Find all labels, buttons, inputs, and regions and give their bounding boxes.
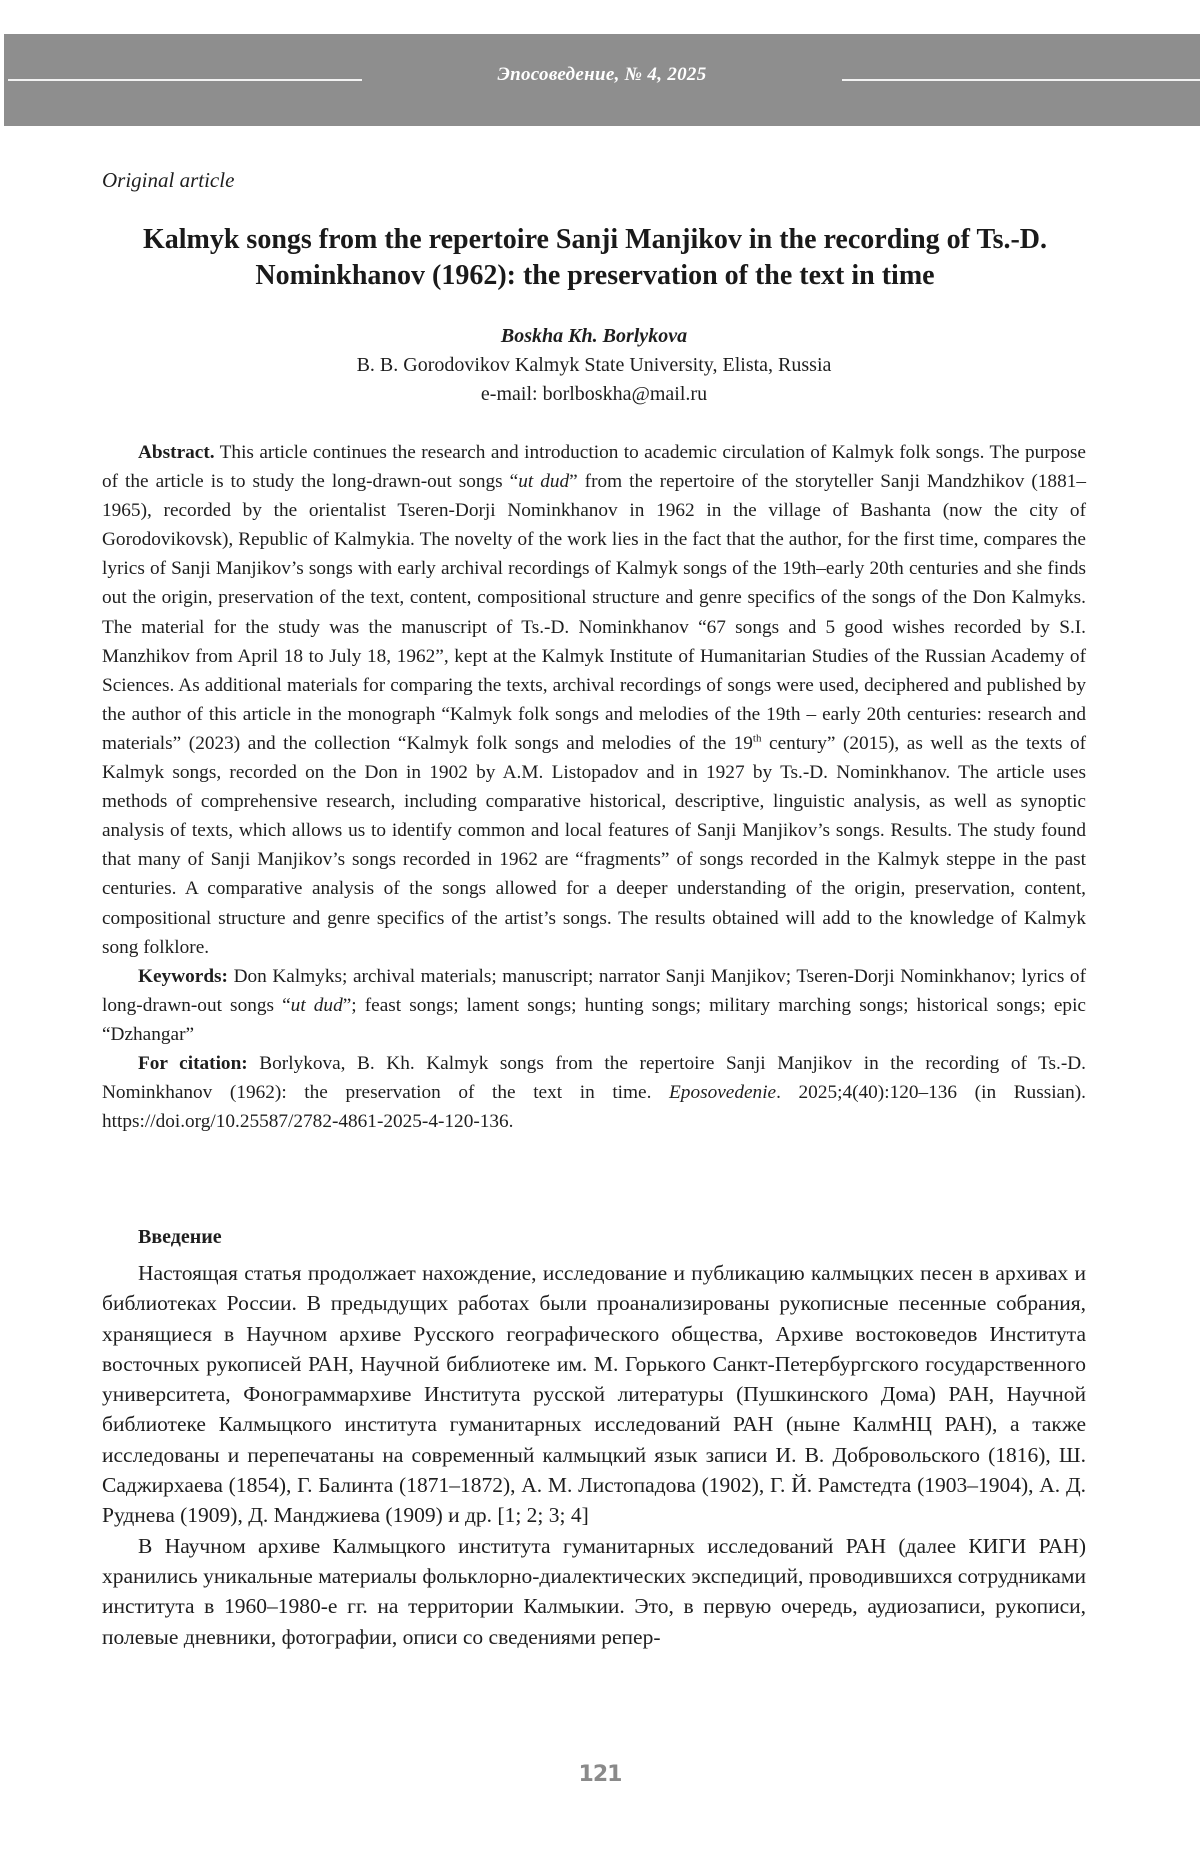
citation-paragraph — [102, 1049, 1086, 1136]
keywords-text-part: ”; feast songs; lament songs; hunting songs; military marching songs; historical songs; epic “Dzhangar” — [102, 994, 1086, 1045]
keywords-italic-term: ut dud — [290, 994, 343, 1016]
keywords-paragraph — [102, 962, 1086, 1049]
keywords-label: Keywords: — [138, 965, 228, 987]
citation-journal-name: Eposovedenie — [669, 1082, 777, 1104]
body-paragraph: Настоящая статья продолжает нахождение, исследование и публикацию калмыцких песен в архивах и библиотеках России. В предыдущих работах были проанализированы рукописные песенные собрания, хранящиеся в Научном архиве Русского географического общества, Архиве востоковедов Института восточных рукописей РАН, Научной библиотеке им. М. Горького Санкт-Петербургского государственного университета, Фонограммархиве Института русской литературы (Пушкинского Дома) РАН, Научной библиотеке Калмыцкого института гуманитарных исследований РАН (ныне КалмНЦ РАН), а также исследованы и перепечатаны на современный калмыцкий язык записи И. В. Добровольского (1816), Ш. Саджирхаева (1854), Г. Балинта (1871–1872), А. М. Листопадова (1902), Г. Й. Рамстедта (1903–1904), А. Д. Руднева (1909), Д. Манджиева (1909) и др. [1; 2; 3; 4] — [102, 1261, 1086, 1528]
abstract-text-part: This article continues the research and introduction to academic circulation of Kalmyk folk songs. The purpose of the article is to study the long-drawn-out songs “ — [102, 442, 1086, 493]
citation-text-part: Borlykova, B. Kh. Kalmyk songs from the repertoire Sanji Manjikov in the recording of Ts.-D. Nominkhanov (1962): the preservation of the text in time. — [102, 1052, 1087, 1104]
author-block — [102, 322, 1086, 409]
page-number: 121 — [578, 1762, 622, 1787]
journal-issue: Эпосоведение, № 4, 2025 — [497, 64, 707, 85]
abstract-paragraph — [102, 438, 1086, 962]
citation-label: For citation: — [138, 1052, 248, 1074]
body-text — [102, 1258, 1086, 1652]
abstract-text-part: century” (2015), as well as the texts of Kalmyk songs, recorded on the Don in 1902 by A.M. Listopadov and in 1927 by Ts.-D. Nominkhanov. The article uses methods of comprehensive research, including comparative historical, descriptive, linguistic analysis, as well as synoptic analysis of texts, which allows us to identify common and local features of Sanji Manjikov’s songs. Results. The study found that many of Sanji Manjikov’s songs recorded in 1962 are “fragments” of songs recorded in the Kalmyk steppe in the past centuries. A comparative analysis of the songs allowed for a deeper understanding of the origin, preservation, content, compositional structure and genre specifics of the artist’s songs. The results obtained will add to the knowledge of Kalmyk song folklore. — [102, 732, 1087, 958]
keywords-text-part: Don Kalmyks; archival materials; manuscript; narrator Sanji Manjikov; Tseren-Dorji Nominkhanov; lyrics of long-drawn-out songs “ — [102, 965, 1086, 1016]
abstract-block — [102, 438, 1086, 1136]
citation-text-part: . 2025;4(40):120–136 (in Russian). https://doi.org/10.25587/2782-4861-2025-4-120-136. — [102, 1082, 1087, 1133]
body-paragraph: В Научном архиве Калмыцкого института гуманитарных исследований РАН (далее КИГИ РАН) хранились уникальные материалы фольклорно-диалектических экспедиций, проводившихся сотрудниками института в 1960–1980-е гг. на территории Калмыкии. Это, в первую очередь, аудиозаписи, рукописи, полевые дневники, фотографии, описи со сведениями репер- — [102, 1533, 1086, 1649]
header-rule-right — [842, 79, 1200, 81]
abstract-italic-term: ut dud — [518, 471, 570, 493]
article-type: Original article — [102, 168, 235, 192]
abstract-text-part: ” from the repertoire of the storyteller Sanji Mandzhikov (1881–1965), recorded by the orientalist Tseren-Dorji Nominkhanov in 1962 in the village of Bashanta (now the city of Gorodovikovsk), Republic of Kalmykia. The novelty of the work lies in the fact that the author, for the first time, compares the lyrics of Sanji Manjikov’s songs with early archival recordings of Kalmyk songs of the 19th–early 20th centuries and she finds out the origin, preservation of the text, content, compositional structure and genre specifics of the songs of the Don Kalmyks. The material for the study was the manuscript of Ts.-D. Nominkhanov “67 songs and 5 good wishes recorded by S.I. Manzhikov from April 18 to July 18, 1962”, kept at the Kalmyk Institute of Humanitarian Studies of the Russian Academy of Sciences. As additional materials for comparing the texts, archival recordings of songs were used, deciphered and published by the author of this article in the monograph “Kalmyk folk songs and melodies of the 19th – early 20th centuries: research and materials” (2023) and the collection “Kalmyk folk songs and melodies of the 19 — [102, 471, 1086, 754]
author-affiliation: B. B. Gorodovikov Kalmyk State University, Elista, Russia — [356, 354, 832, 376]
article-title: Kalmyk songs from the repertoire Sanji Manjikov in the recording of Ts.-D. Nominkhanov (1962): the preservation of the text in time — [142, 224, 1048, 291]
section-heading: Введение — [138, 1226, 222, 1248]
author-email: e-mail: borlboskha@mail.ru — [480, 383, 708, 405]
journal-header-bar — [4, 34, 1200, 126]
author-name: Boskha Kh. Borlykova — [500, 325, 688, 347]
abstract-label: Abstract. — [138, 442, 215, 463]
abstract-superscript: th — [752, 732, 762, 745]
